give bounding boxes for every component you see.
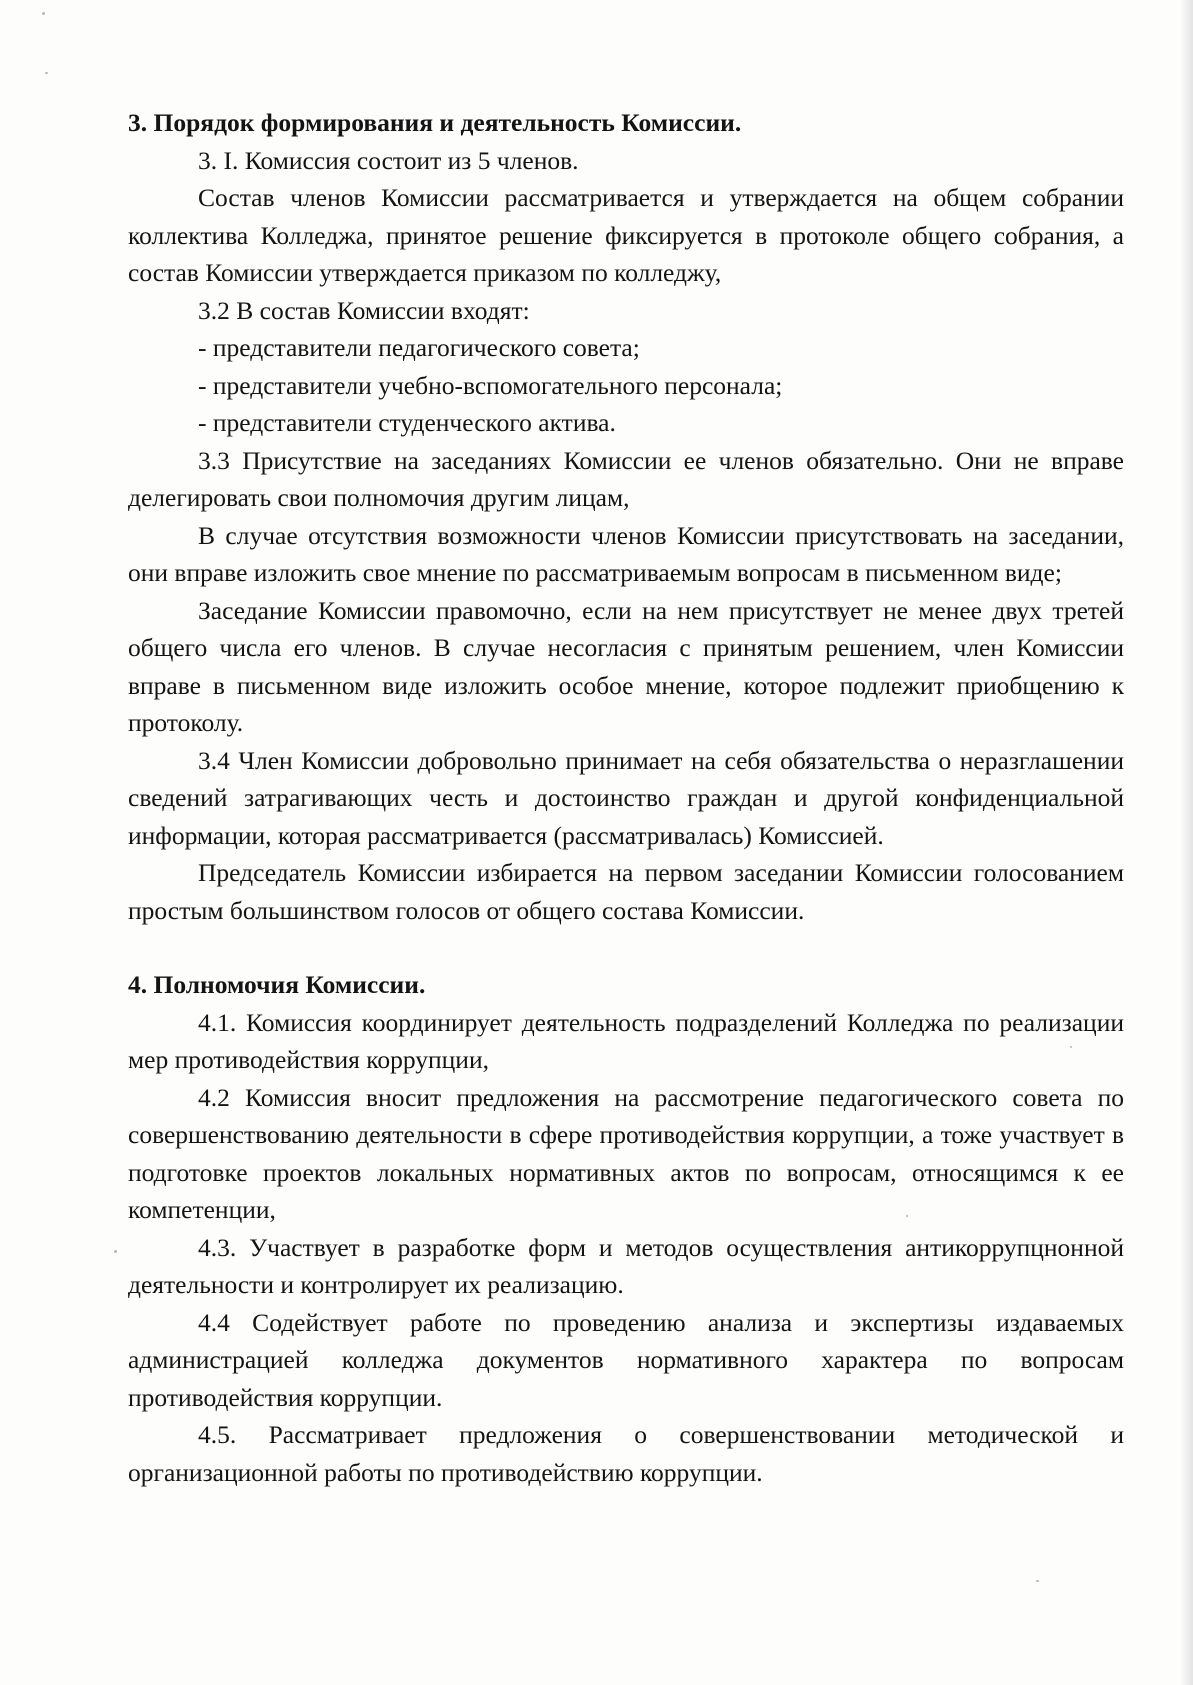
list-item-students: - представители студенческого актива.	[198, 408, 616, 437]
section-3-heading: 3. Порядок формирования и деятельность Комиссии.	[128, 108, 742, 137]
paragraph-3-4: 3.4 Член Комиссии добровольно принимает на себя обязательства о неразглашении сведений затрагивающих честь и достоинство граждан и другой конфиденциальной информации, которая рассматривается (рассматривалась) Комиссией.	[128, 745, 1124, 850]
paragraph-3-2: 3.2 В состав Комиссии входят:	[198, 295, 530, 325]
list-item-teachers: - представители педагогического совета;	[198, 333, 640, 362]
paragraph-3-3: 3.3 Присутствие на заседаниях Комиссии ее членов обязательно. Они не вправе делегировать свои полномочия другим лицам,	[128, 445, 1124, 512]
paragraph-3-1: 3. I. Комиссия состоит из 5 членов.	[198, 145, 579, 175]
paragraph-3-4-chairman: Председатель Комиссии избирается на первом заседании Комиссии голосованием простым большинством голосов от общего состава Комиссии.	[128, 858, 1124, 925]
paragraph-4-4: 4.4 Содействует работе по проведению анализа и экспертизы издаваемых администрацией колледжа документов нормативного характера по вопросам противодействия коррупции.	[128, 1307, 1124, 1412]
paragraph-4-1: 4.1. Комиссия координирует деятельность подразделений Колледжа по реализации мер противодействия коррупции,	[128, 1007, 1124, 1074]
paragraph-3-3-quorum: Заседание Комиссии правомочно, если на нем присутствует не менее двух третей общего числа его членов. В случае несогласия с принятым решением, член Комиссии вправе в письменном виде изложить особое мнение, которое подлежит приобщению к протоколу.	[128, 595, 1124, 737]
section-4-heading: 4. Полномочия Комиссии.	[128, 970, 426, 999]
paragraph-3-3-absence: В случае отсутствия возможности членов Комиссии присутствовать на заседании, они вправе изложить свое мнение по рассматриваемым вопросам в письменном виде;	[128, 520, 1124, 587]
section-gap	[128, 929, 1124, 966]
list-item-staff: - представители учебно-вспомогательного персонала;	[198, 370, 783, 400]
paragraph-4-2: 4.2 Комиссия вносит предложения на рассмотрение педагогического совета по совершенствованию деятельности в сфере противодействия коррупции, а тоже участвует в подготовке проектов локальных нормативных актов по вопросам, относящимся к ее компетенции,	[128, 1082, 1124, 1224]
page-edge-shadow	[1179, 0, 1193, 1685]
paragraph-4-3: 4.3. Участвует в разработке форм и методов осуществления антикоррупцнонной деятельности и контролирует их реализацию.	[128, 1232, 1124, 1299]
paragraph-3-1-composition: Состав членов Комиссии рассматривается и утверждается на общем собрании коллектива Колледжа, принятое решение фиксируется в протоколе общего собрания, а состав Комиссии утверждается приказом по колледжу,	[128, 183, 1124, 287]
document-body	[128, 104, 1124, 1491]
paragraph-4-5: 4.5. Рассматривает предложения о совершенствовании методической и организационной работы по противодействию коррупции.	[128, 1420, 1124, 1487]
